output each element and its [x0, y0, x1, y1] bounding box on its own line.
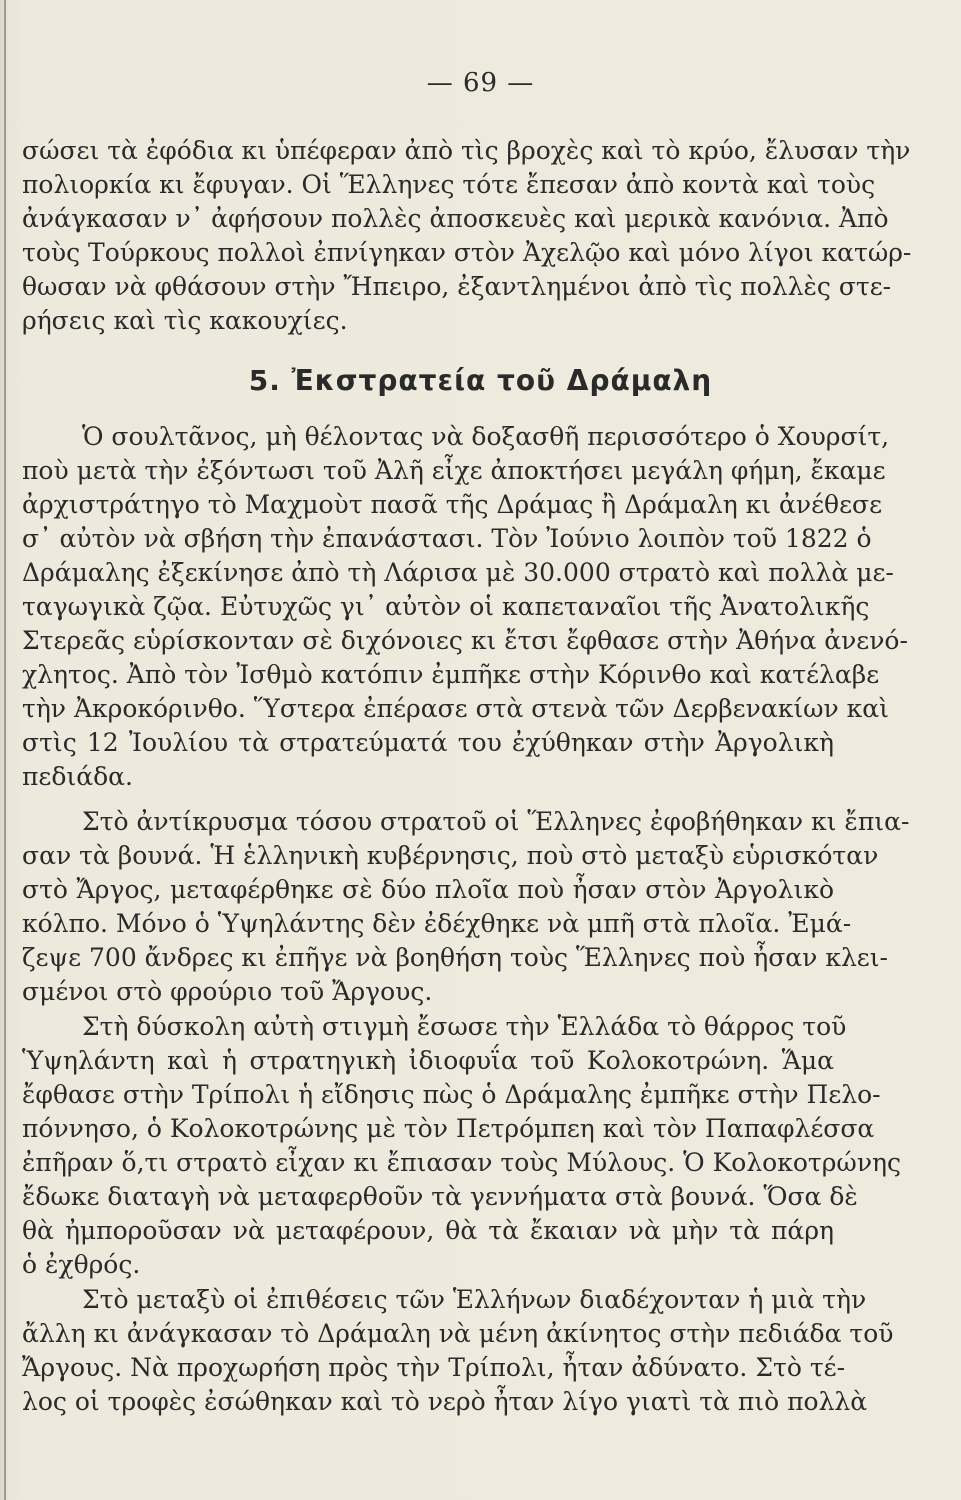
text-line: θωσαν νὰ φθάσουν στὴν Ἤπειρο, ἐξαντλημένοι ἀπὸ τὶς πολλὲς στε-: [22, 272, 892, 301]
text-line: ταγωγικὰ ζῷα. Εὐτυχῶς γι᾿ αὐτὸν οἱ καπεταναῖοι τῆς Ἀνατολικῆς: [22, 592, 870, 621]
text-line: πόννησο, ὁ Κολοκοτρώνης μὲ τὸν Πετρόμπεη καὶ τὸν Παπαφλέσσα: [22, 1114, 875, 1143]
text-line: Στὴ δύσκολη αὐτὴ στιγμὴ ἔσωσε τὴν Ἑλλάδα τὸ θάρρος τοῦ: [82, 1012, 847, 1041]
text-line: σώσει τὰ ἐφόδια κι ὑπέφεραν ἀπὸ τὶς βροχὲς καὶ τὸ κρύο, ἔλυσαν τὴν: [22, 136, 911, 165]
text-line: ἐπῆραν ὅ,τι στρατὸ εἶχαν κι ἔπιασαν τοὺς Μύλους. Ὁ Κολοκοτρώνης: [22, 1148, 901, 1177]
text-line: ἔδωκε διαταγὴ νὰ μεταφερθοῦν τὰ γεννήματα στὰ βουνά. Ὅσα δὲ: [22, 1182, 858, 1211]
text-line: τοὺς Τούρκους πολλοὶ ἐπνίγηκαν στὸν Ἀχελῷο καὶ μόνο λίγοι κατώρ-: [22, 238, 912, 267]
text-line: Στερεᾶς εὑρίσκονταν σὲ διχόνοιες κι ἔτσι ἔφθασε στὴν Ἀθήνα ἀνενό-: [22, 626, 908, 655]
text-line: ὁ ἐχθρός.: [22, 1250, 141, 1279]
text-line: λος οἱ τροφὲς ἐσώθηκαν καὶ τὸ νερὸ ἦταν λίγο γιατὶ τὰ πιὸ πολλὰ: [22, 1387, 868, 1416]
text-line: σ᾿ αὐτὸν νὰ σβήση τὴν ἐπανάστασι. Τὸν Ἰούνιο λοιπὸν τοῦ 1822 ὁ: [22, 524, 872, 553]
text-line: ζεψε 700 ἄνδρες κι ἐπῆγε νὰ βοηθήση τοὺς Ἕλληνες ποὺ ἦσαν κλει-: [22, 943, 888, 972]
text-line: Ὁ σουλτᾶνος, μὴ θέλοντας νὰ δοξασθῆ περισσότερο ὁ Χουρσίτ,: [82, 422, 890, 451]
text-line: ἀνάγκασαν ν᾿ ἀφήσουν πολλὲς ἀποσκευὲς καὶ μερικὰ κανόνια. Ἀπὸ: [22, 204, 889, 233]
text-line: στὶς 12 Ἰουλίου τὰ στρατεύματά του ἐχύθηκαν στὴν Ἀργολικὴ: [22, 728, 834, 757]
text-line: ρήσεις καὶ τὶς κακουχίες.: [22, 306, 348, 335]
text-line: σμένοι στὸ φρούριο τοῦ Ἄργους.: [22, 977, 433, 1006]
page-number: — 69 —: [426, 68, 535, 98]
text-line: τὴν Ἀκροκόρινθο. Ὕστερα ἐπέρασε στὰ στενὰ τῶν Δερβενακίων καὶ: [22, 694, 889, 723]
text-line: Ὑψηλάντη καὶ ἡ στρατηγικὴ ἰδιοφυΐα τοῦ Κολοκοτρώνη. Ἅμα: [22, 1046, 834, 1075]
text-line: κόλπο. Μόνο ὁ Ὑψηλάντης δὲν ἐδέχθηκε νὰ μπῆ στὰ πλοῖα. Ἐμά-: [22, 909, 852, 938]
text-line: θὰ ἠμποροῦσαν νὰ μεταφέρουν, θὰ τὰ ἔκαιαν νὰ μὴν τὰ πάρη: [22, 1216, 834, 1245]
text-line: ἄλλη κι ἀνάγκασαν τὸ Δράμαλη νὰ μένη ἀκίνητος στὴν πεδιάδα τοῦ: [22, 1319, 894, 1348]
text-line: χλητος. Ἀπὸ τὸν Ἰσθμὸ κατόπιν ἐμπῆκε στὴν Κόρινθο καὶ κατέλαβε: [22, 660, 880, 689]
text-line: πεδιάδα.: [22, 762, 133, 791]
text-line: ἔφθασε στὴν Τρίπολι ἡ εἴδησις πὼς ὁ Δράμαλης ἐμπῆκε στὴν Πελο-: [22, 1080, 881, 1109]
text-line: Στὸ ἀντίκρυσμα τόσου στρατοῦ οἱ Ἕλληνες ἐφοβήθηκαν κι ἔπια-: [82, 807, 910, 836]
text-line: στὸ Ἄργος, μεταφέρθηκε σὲ δύο πλοῖα ποὺ ἦσαν στὸν Ἀργολικὸ: [22, 875, 834, 904]
text-line: Ἄργους. Νὰ προχωρήση πρὸς τὴν Τρίπολι, ἦταν ἀδύνατο. Στὸ τέ-: [22, 1353, 846, 1382]
section-heading: 5. Ἐκστρατεία τοῦ Δράμαλη: [248, 364, 713, 397]
text-line: ποὺ μετὰ τὴν ἐξόντωσι τοῦ Ἀλῆ εἶχε ἀποκτήσει μεγάλη φήμη, ἔκαμε: [22, 456, 886, 485]
text-line: Στὸ μεταξὺ οἱ ἐπιθέσεις τῶν Ἑλλήνων διαδέχονταν ἡ μιὰ τὴν: [82, 1285, 867, 1314]
text-line: Δράμαλης ἐξεκίνησε ἀπὸ τὴ Λάρισα μὲ 30.000 στρατὸ καὶ πολλὰ με-: [22, 558, 894, 587]
text-line: πολιορκία κι ἔφυγαν. Οἱ Ἕλληνες τότε ἔπεσαν ἀπὸ κοντὰ καὶ τοὺς: [22, 170, 876, 199]
page-spine-edge: [4, 0, 6, 1500]
text-line: σαν τὰ βουνά. Ἡ ἑλληνικὴ κυβέρνησις, ποὺ στὸ μεταξὺ εὑρισκόταν: [22, 841, 879, 870]
text-line: ἀρχιστράτηγο τὸ Μαχμοὺτ πασᾶ τῆς Δράμας ἢ Δράμαλη κι ἀνέθεσε: [22, 490, 883, 519]
